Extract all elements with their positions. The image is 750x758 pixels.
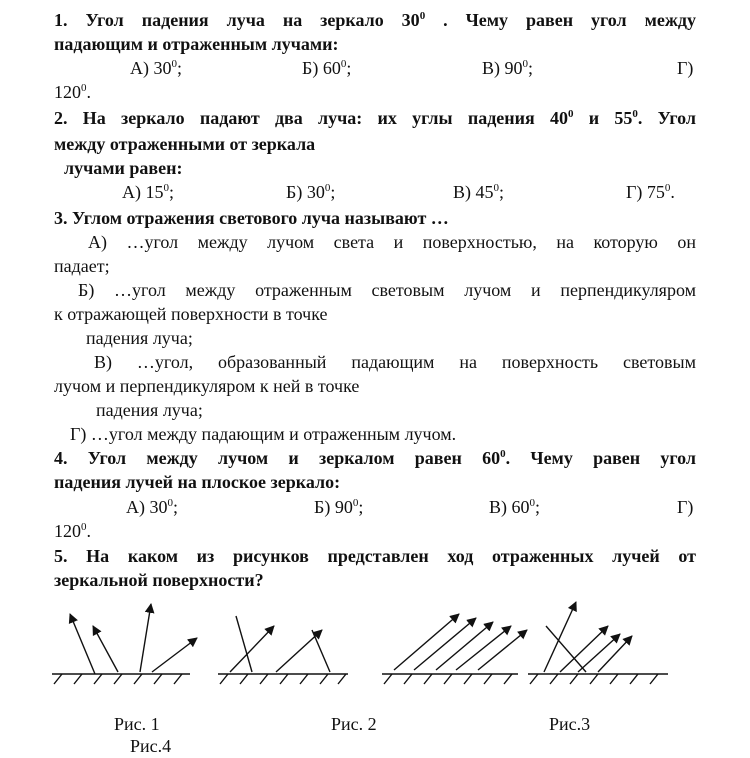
q3-option-b-line1: Б) …угол между отраженным световым лучом и перпендикуляром (78, 280, 696, 300)
q2-line2: между отраженными от зеркала (54, 134, 316, 154)
q3-title: 3. Углом отражения светового луча называют … (54, 208, 449, 228)
q1-option-d-value: $120^0$. (54, 82, 91, 102)
figure-3 (382, 614, 527, 684)
q3-option-c-line2: лучом и перпендикуляром к ней в точке (54, 376, 360, 396)
figure-1 (52, 604, 197, 684)
q5-line2: зеркальной поверхности? (54, 570, 264, 590)
q1-option-c: В) $90^0$; (482, 58, 534, 78)
q3-option-c-line3: падения луча; (96, 400, 203, 420)
q3-option-c-line1: В) …угол, образованный падающим на поверхность световым (94, 352, 696, 372)
q2-line3: лучами равен: (64, 158, 183, 178)
q3-option-a-line2: падает; (54, 256, 110, 276)
q1-option-a: А) $30^0$; (130, 58, 183, 78)
figure-4 (528, 602, 668, 684)
q2-line1: 2. На зеркало падают два луча: их углы падения $40^0$ и $55^0$. Угол (54, 108, 696, 128)
q4-line2: падения лучей на плоское зеркало: (54, 472, 341, 492)
q4-option-c: В) $60^0$; (489, 497, 541, 517)
q4-option-a: А) $30^0$; (126, 497, 179, 517)
q4-option-b: Б) $90^0$; (314, 497, 364, 517)
q2-option-b: Б) $30^0$; (286, 182, 336, 202)
q3-option-d: Г) …угол между падающим и отраженным лучом. (70, 424, 457, 444)
q2-option-d: Г) $75^0$. (626, 182, 675, 202)
figure-4-caption: Рис.4 (130, 736, 172, 756)
figure-3-caption: Рис.3 (549, 714, 591, 734)
ray-figures (0, 590, 750, 700)
figure-2-caption: Рис. 2 (331, 714, 377, 734)
q1-line1: 1. Угол падения луча на зеркало $30^0$ . Чему равен угол между (54, 10, 696, 30)
q2-option-c: В) $45^0$; (453, 182, 505, 202)
q4-option-d-value: $120^0$. (54, 521, 91, 541)
q1-option-b: Б) $60^0$; (302, 58, 352, 78)
q5-line1: 5. На каком из рисунков представлен ход отраженных лучей от (54, 546, 696, 566)
q3-option-b-line3: падения луча; (86, 328, 193, 348)
q4-line1: 4. Угол между лучом и зеркалом равен $60^0$. Чему равен угол (54, 448, 696, 468)
q3-option-b-line2: к отражающей поверхности в точке (54, 304, 328, 324)
q2-option-a: А) $15^0$; (122, 182, 175, 202)
figure-1-caption: Рис. 1 (114, 714, 160, 734)
q1-line2: падающим и отраженным лучами: (54, 34, 339, 54)
q3-option-a-line1: А) …угол между лучом света и поверхностью, на которую он (88, 232, 696, 252)
figure-2 (218, 616, 348, 684)
q1-option-d: Г) (677, 58, 694, 78)
q4-option-d: Г) (677, 497, 694, 517)
